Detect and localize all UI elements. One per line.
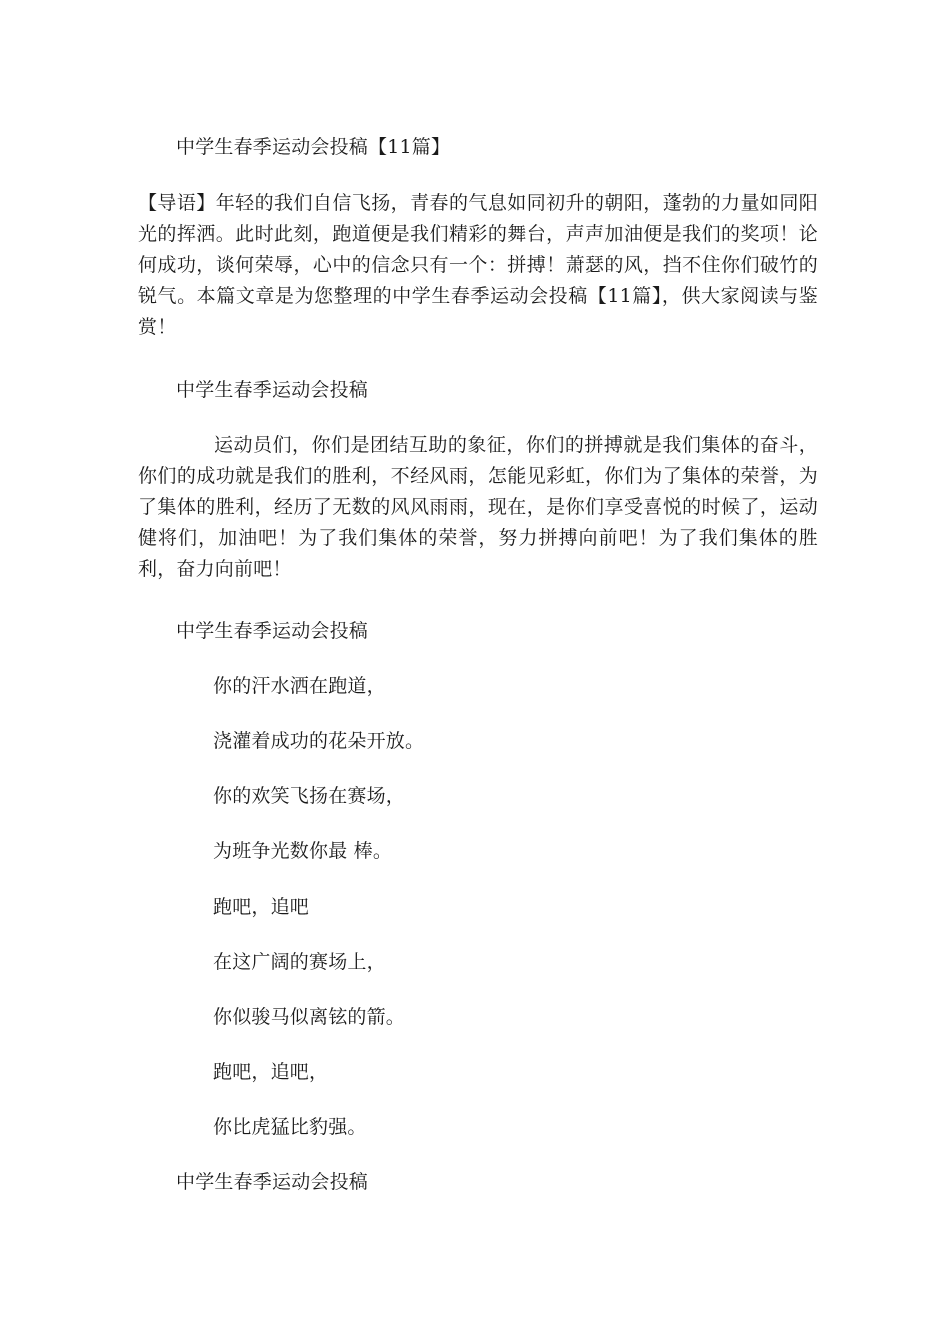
- poem-line: 你似骏马似离铉的箭。: [213, 1006, 406, 1028]
- section-heading: 中学生春季运动会投稿: [176, 379, 369, 401]
- poem-line: 跑吧，追吧，: [213, 1061, 329, 1083]
- poem-line: 你的汗水洒在跑道，: [213, 675, 386, 697]
- section-heading: 中学生春季运动会投稿: [176, 1171, 369, 1193]
- poem-line: 为班争光数你最 棒。: [213, 840, 393, 862]
- section-heading: 中学生春季运动会投稿: [176, 620, 369, 642]
- poem-line: 在这广阔的赛场上，: [213, 951, 386, 973]
- intro-paragraph: 【导语】年轻的我们自信飞扬，青春的气息如同初升的朝阳，蓬勃的力量如同阳光的挥洒。此时此刻，跑道便是我们精彩的舞台，声声加油便是我们的奖项！论何成功，谈何荣辱，心中的信念只有一个：拼搏！萧瑟的风，挡不住你们破竹的锐气。本篇文章是为您整理的中学生春季运动会投稿【11篇】，供大家阅读与鉴赏！: [138, 192, 818, 338]
- document-title: 中学生春季运动会投稿【11篇】: [176, 136, 451, 158]
- poem-line: 浇灌着成功的花朵开放。: [213, 730, 425, 752]
- poem-line: 你的欢笑飞扬在赛场，: [213, 785, 406, 807]
- section-paragraph: 运动员们，你们是团结互助的象征，你们的拼搏就是我们集体的奋斗，你们的成功就是我们的胜利，不经风雨，怎能见彩虹，你们为了集体的荣誉，为了集体的胜利，经历了无数的风风雨雨，现在，是你们享受喜悦的时候了，运动健将们，加油吧！为了我们集体的荣誉，努力拼搏向前吧！为了我们集体的胜利，奋力向前吧！: [138, 434, 818, 580]
- poem-line: 你比虎猛比豹强。: [213, 1116, 367, 1138]
- poem-line: 跑吧，追吧: [213, 896, 310, 918]
